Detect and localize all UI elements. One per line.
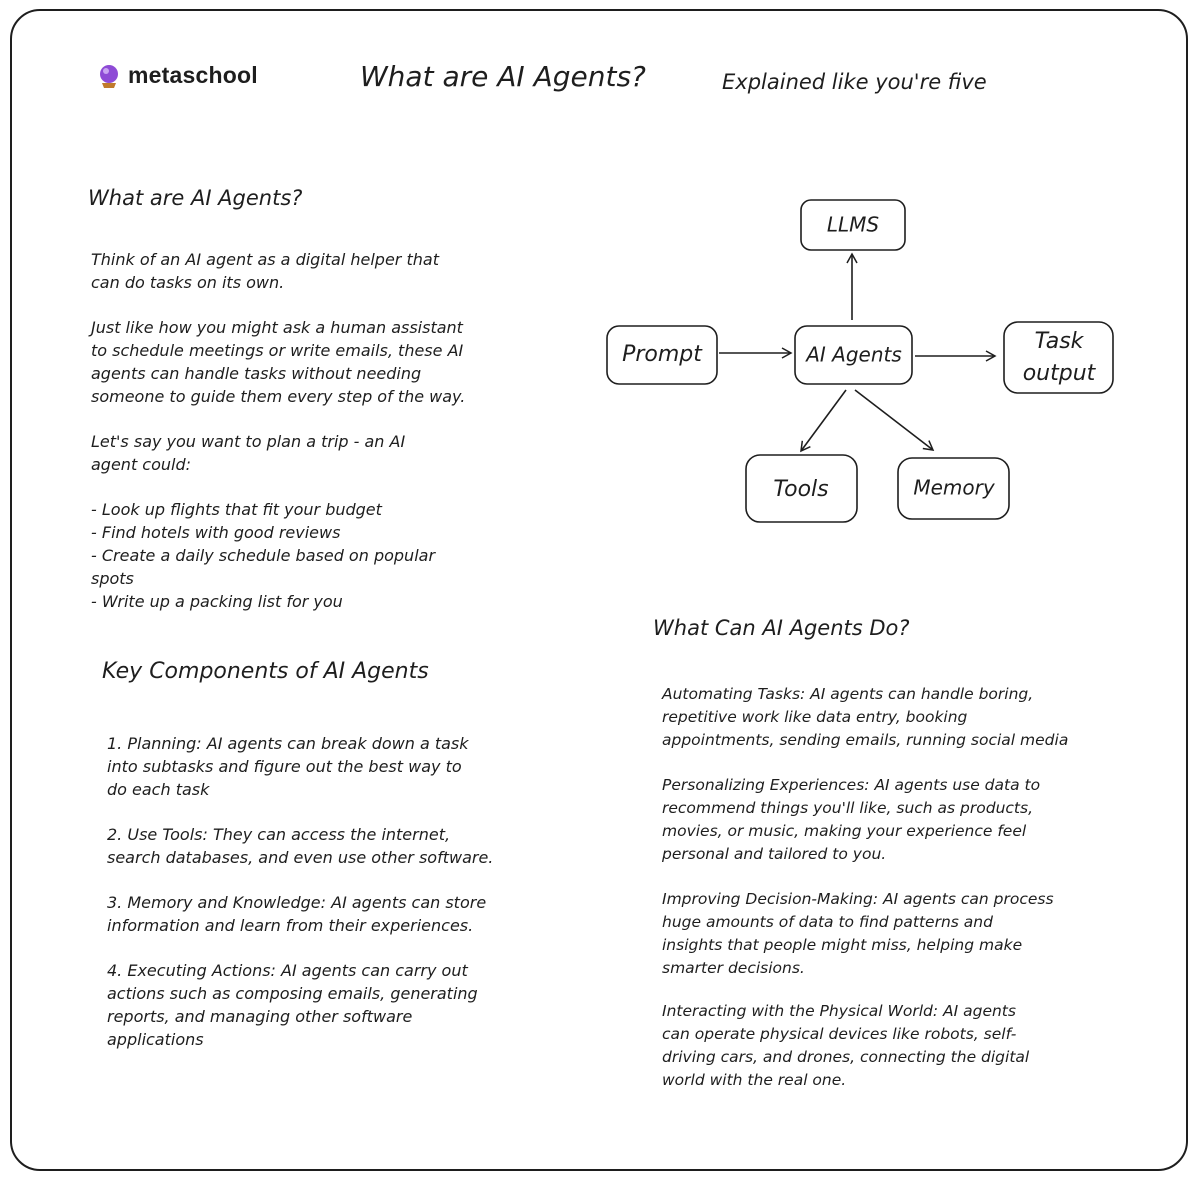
can-do-personalizing: Personalizing Experiences: AI agents use data to recommend things you'll like, such as products, movies, or music, making your experience feel personal and tailored to you.: [662, 776, 1041, 863]
page-subtitle: Explained like you're five: [722, 70, 987, 94]
what-example-list: - Look up flights that fit your budget - Find hotels with good reviews - Create a daily schedule based on popular spots - Write up a packing list for you: [91, 500, 436, 611]
page-title: What are AI Agents?: [360, 60, 646, 93]
task-label-line1: Task: [1034, 329, 1084, 354]
tools-label: Tools: [773, 477, 829, 502]
memory-label: Memory: [913, 475, 995, 500]
arrow-agents-to-memory: [855, 390, 933, 450]
arrow-agents-to-tools: [801, 390, 846, 451]
brand-name: metaschool: [128, 62, 258, 88]
agents-label: AI Agents: [806, 342, 902, 367]
can-do-automating: Automating Tasks: AI agents can handle boring, repetitive work like data entry, booking appointments, sending emails, running social media: [662, 685, 1069, 749]
can-do-heading: What Can AI Agents Do?: [653, 616, 910, 640]
component-actions: 4. Executing Actions: AI agents can carry out actions such as composing emails, generating reports, and managing other software applications: [107, 961, 478, 1049]
llms-label: LLMS: [826, 212, 880, 237]
what-paragraph-3: Let's say you want to plan a trip - an AI agent could:: [91, 432, 406, 474]
prompt-label: Prompt: [622, 342, 702, 367]
component-planning: 1. Planning: AI agents can break down a task into subtasks and figure out the best way to do each task: [107, 734, 469, 799]
component-tools: 2. Use Tools: They can access the internet, search databases, and even use other software.: [107, 825, 494, 867]
what-paragraph-2: Just like how you might ask a human assistant to schedule meetings or write emails, these AI agents can handle tasks without needing someone to guide them every step of the way.: [91, 318, 466, 406]
what-heading: What are AI Agents?: [88, 186, 303, 210]
what-paragraph-1: Think of an AI agent as a digital helper that can do tasks on its own.: [91, 250, 439, 292]
components-heading: Key Components of AI Agents: [102, 659, 429, 684]
task-label-line2: output: [1022, 361, 1096, 386]
can-do-decisions: Improving Decision-Making: AI agents can process huge amounts of data to find patterns and insights that people might miss, helping make smarter decisions.: [662, 890, 1054, 977]
can-do-physical: Interacting with the Physical World: AI agents can operate physical devices like robots, self- driving cars, and drones, connecting the digital world with the real one.: [662, 1002, 1030, 1089]
component-memory: 3. Memory and Knowledge: AI agents can store information and learn from their experiences.: [107, 893, 487, 935]
